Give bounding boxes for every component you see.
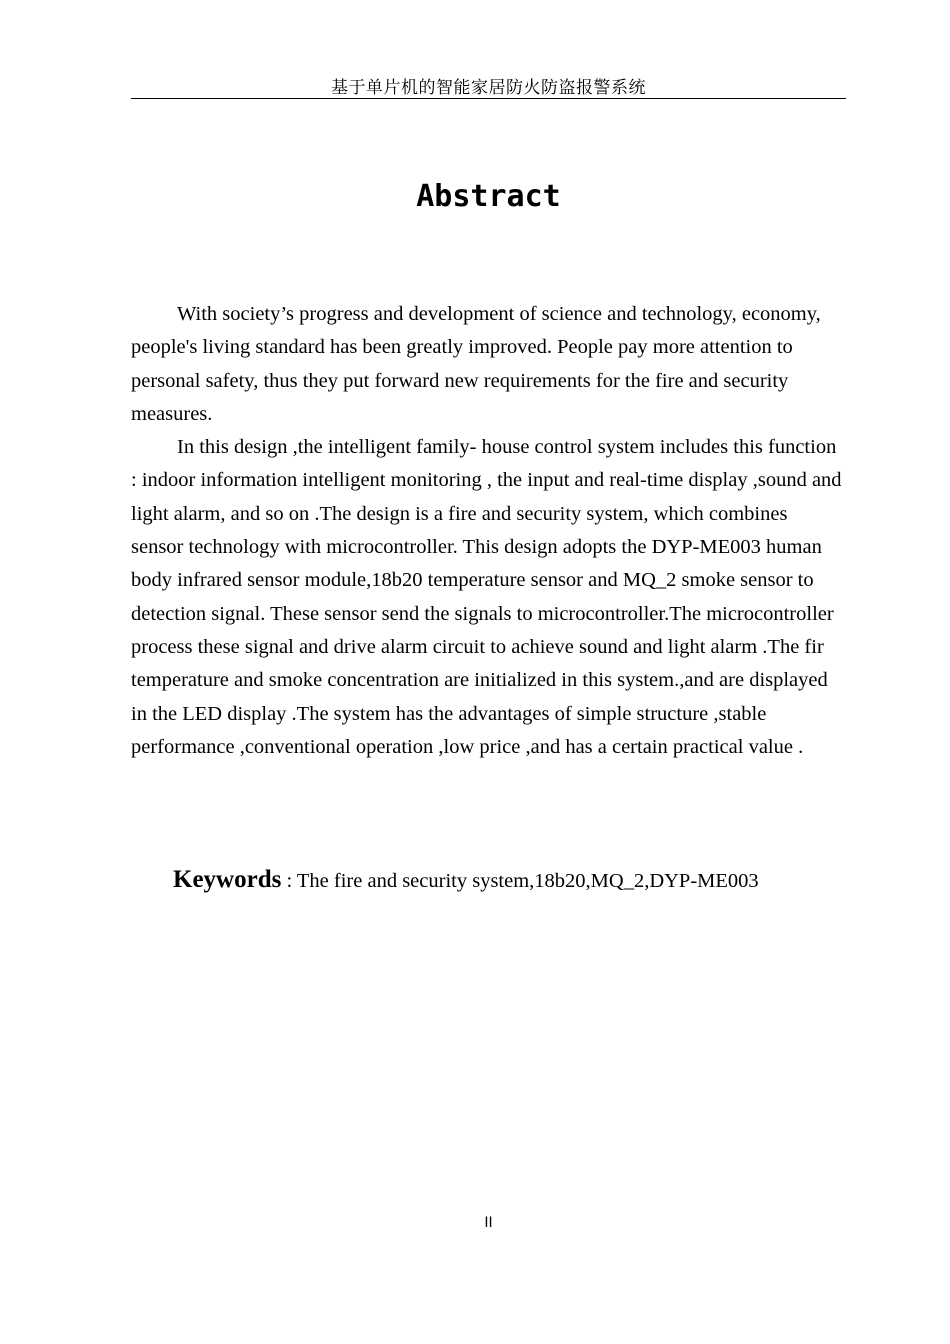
abstract-paragraph-1: With society’s progress and development of science and technology, economy, people's living standard has been greatly improved. People pay more attention to personal safety, thus they put forward new requirements for the fire and security measures. [131,303,821,425]
keywords-line [173,862,853,899]
running-header: 基于单片机的智能家居防火防盗报警系统 [331,78,646,98]
keywords-separator: : [281,870,297,892]
abstract-body [131,298,843,764]
keywords-label: Keywords [173,866,282,893]
page-number: II [484,1215,493,1231]
header-rule [131,98,846,99]
abstract-title: Abstract [416,179,561,214]
abstract-paragraph-2: In this design ,the intelligent family- house control system includes this function : indoor information intelligent monitoring , the input and real-time display ,sound and light alarm, and so on .The design is a fire and security system, which combines sensor technology with microcontroller. This design adopts the DYP-ME003 human body infrared sensor module,18b20 temperature sensor and MQ_2 smoke sensor to detection signal. These sensor send the signals to microcontroller.The microcontroller process these signal and drive alarm circuit to achieve sound and light alarm .The fir temperature and smoke concentration are initialized in this system.,and are displayed in the LED display .The system has the advantages of simple structure ,stable performance ,conventional operation ,low price ,and has a certain practical value . [131,436,842,758]
keywords-value: The fire and security system,18b20,MQ_2,DYP-ME003 [296,870,759,892]
